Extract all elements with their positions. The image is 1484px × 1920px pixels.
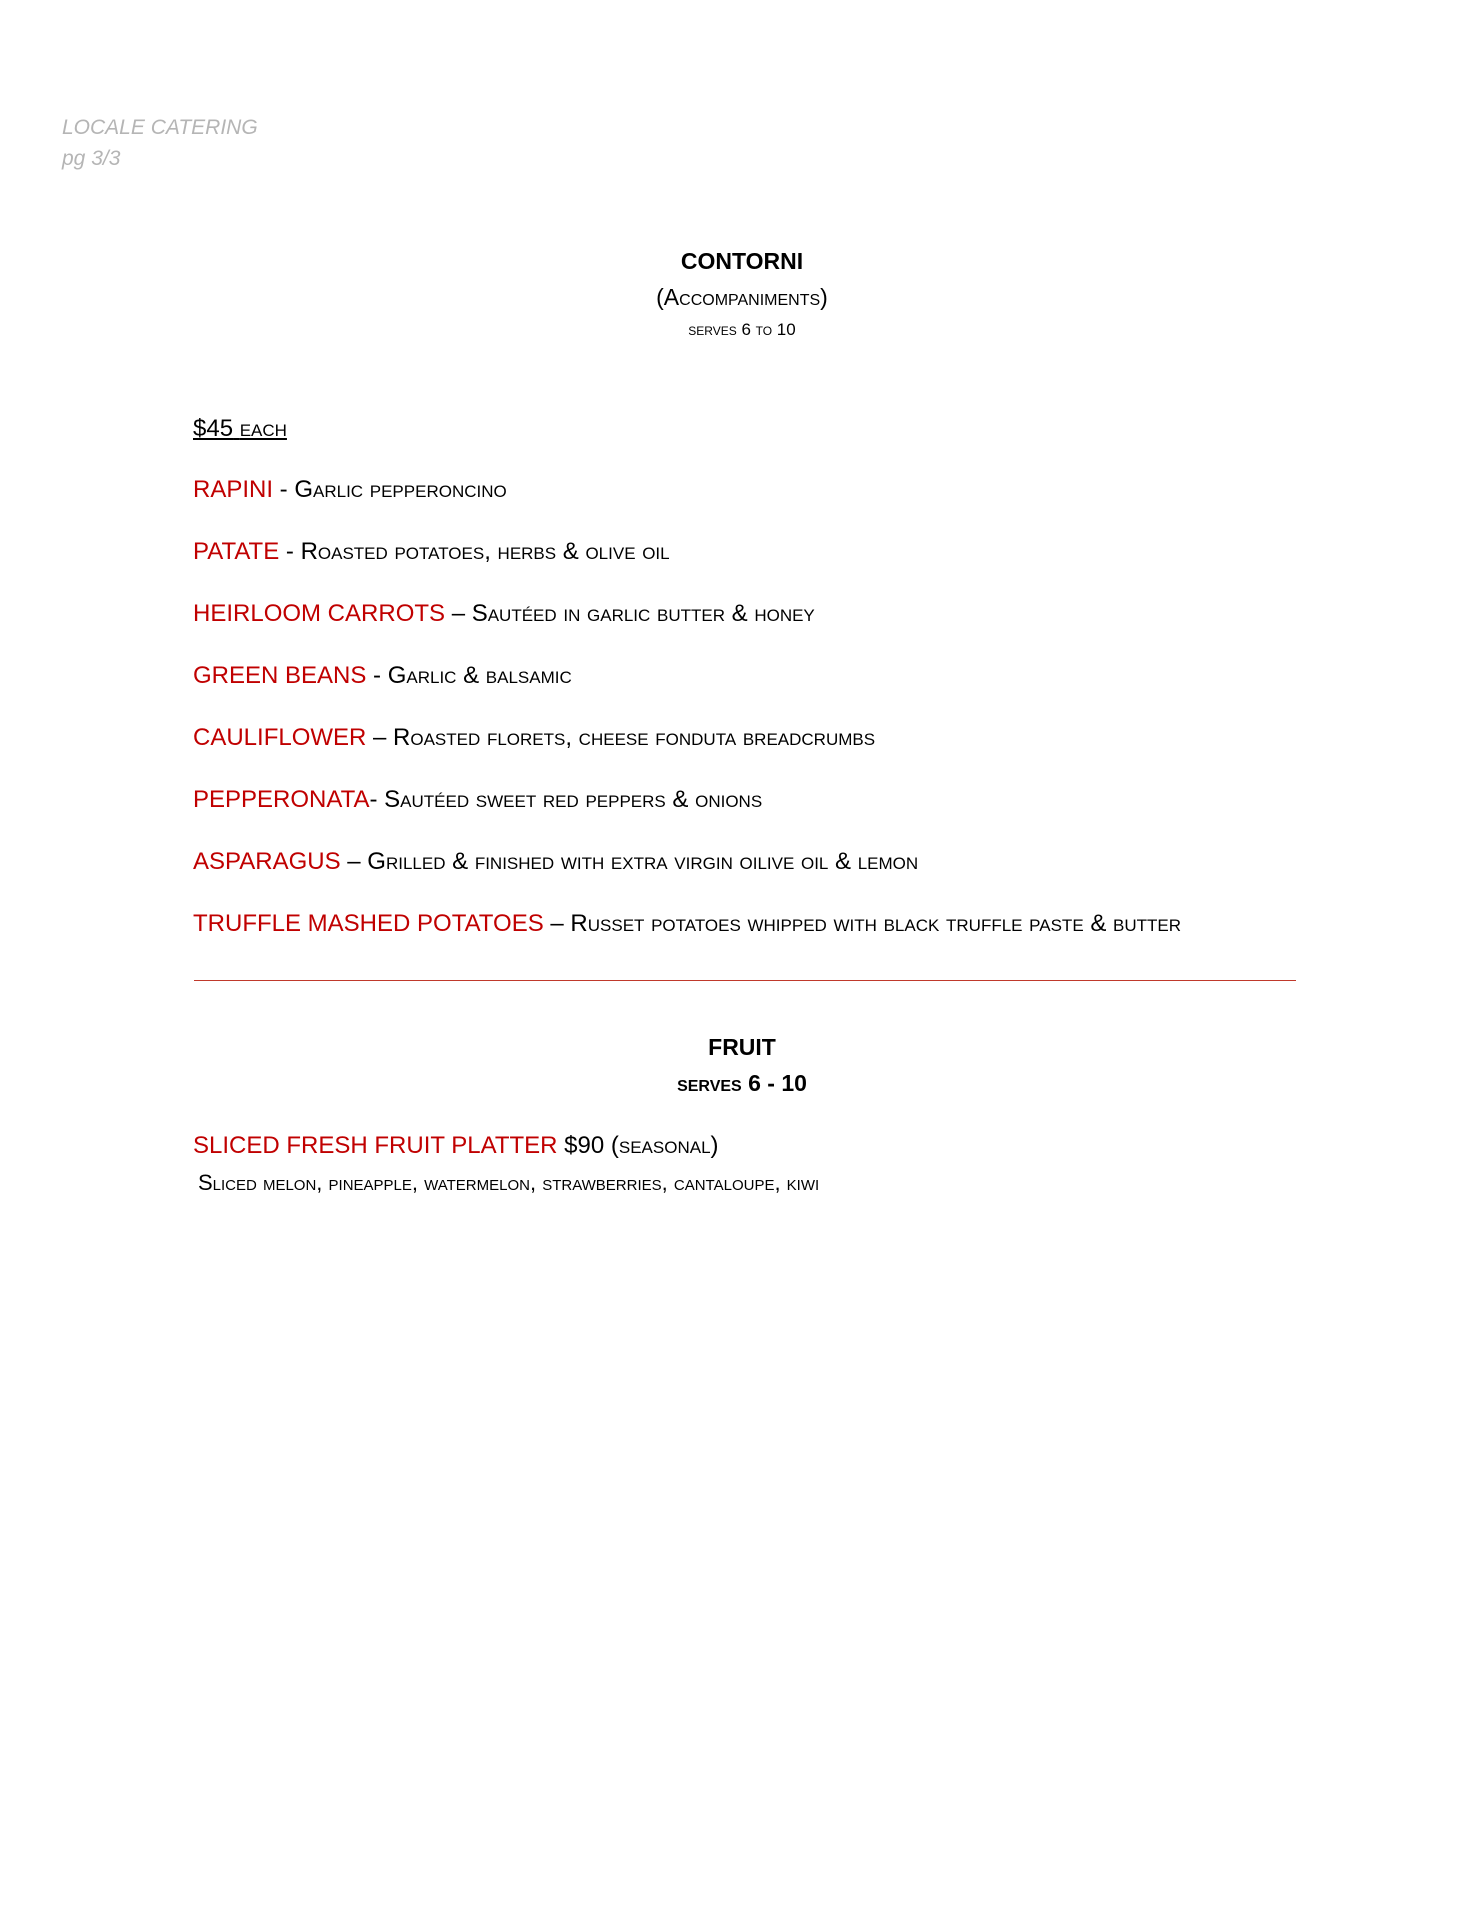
menu-item-name: PATATE: [193, 538, 280, 565]
price-amount: $45: [193, 415, 234, 442]
contorni-subtitle: (Accompaniments): [656, 284, 828, 310]
menu-item-desc: – Sautéed in garlic butter & honey: [445, 600, 815, 627]
fruit-item-note: (seasonal): [610, 1132, 719, 1159]
contorni-title: CONTORNI: [680, 248, 804, 274]
section-divider: [194, 980, 1296, 981]
menu-item-desc: – Russet potatoes whipped with black truffle paste & butter: [543, 910, 1181, 937]
menu-item: [193, 662, 572, 690]
fruit-item: [193, 1132, 719, 1160]
menu-item-name: TRUFFLE MASHED POTATOES: [193, 910, 544, 937]
menu-item: [193, 786, 762, 814]
menu-item: [193, 476, 507, 504]
menu-item-desc: – Roasted florets, cheese fonduta breadcrumbs: [366, 724, 876, 751]
page-number: pg 3/3: [62, 147, 121, 170]
fruit-item-price: $90: [557, 1132, 611, 1159]
menu-item: [193, 724, 875, 752]
menu-item-name: CAULIFLOWER: [193, 724, 367, 751]
contorni-price: [193, 415, 287, 443]
fruit-serves: serves 6 - 10: [677, 1070, 807, 1096]
fruit-title: FRUIT: [708, 1034, 776, 1060]
menu-item-desc: - Roasted potatoes, herbs & olive oil: [279, 538, 670, 565]
menu-item-name: RAPINI: [193, 476, 274, 503]
company-name: LOCALE CATERING: [62, 116, 258, 139]
page-header: [62, 112, 258, 174]
menu-item-desc: – Grilled & finished with extra virgin oilive oil & lemon: [340, 848, 919, 875]
menu-item: [193, 538, 670, 566]
menu-item: [193, 848, 918, 876]
menu-item: [193, 600, 815, 628]
menu-item-name: ASPARAGUS: [193, 848, 341, 875]
fruit-item-name: SLICED FRESH FRUIT PLATTER: [193, 1132, 558, 1159]
contorni-serves: serves 6 to 10: [688, 320, 796, 339]
menu-item-name: GREEN BEANS: [193, 662, 367, 689]
menu-item-desc: - Sautéed sweet red peppers & onions: [369, 786, 763, 813]
fruit-item-desc: Sliced melon, pineapple, watermelon, strawberries, cantaloupe, kiwi: [198, 1170, 820, 1195]
menu-item-desc: - Garlic pepperoncino: [273, 476, 507, 503]
menu-item-name: HEIRLOOM CARROTS: [193, 600, 446, 627]
price-unit: each: [239, 415, 287, 442]
menu-item-desc: - Garlic & balsamic: [366, 662, 572, 689]
menu-item-name: PEPPERONATA: [193, 786, 370, 813]
menu-item: [193, 910, 1181, 938]
